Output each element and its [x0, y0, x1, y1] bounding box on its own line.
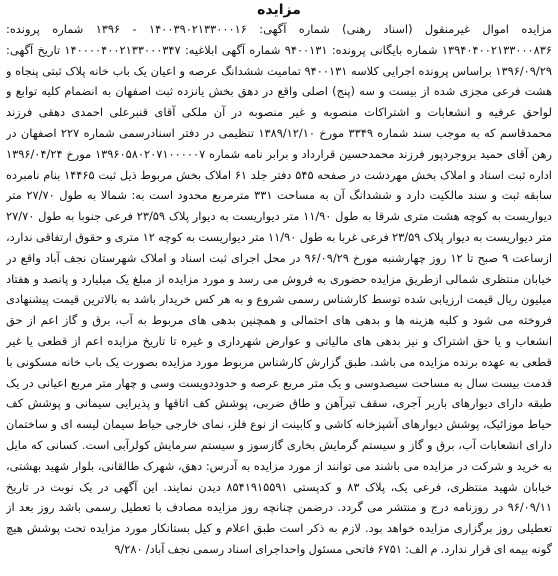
notice-body: مزایده اموال غیرمنقول (اسناد رهنی) شماره آگهی: ۱۴۰۰۳۹۰۲۱۳۳۰۰۰۱۶ - ۱۳۹۶ شماره پرونده: ۱۳۹۴۰۴۰۰۲۱۳۳۰۰۰۸۳۶ شماره بایگانی پرونده: ۹۴۰۰۱۳۱ شماره آگهی ابلاغیه: ۱۴۰۰۰۰۴۰۰۲۱۳۳۰۰۰۳۴۷ تاریخ آگهی: ۱۳۹۶/۰۹/۲۹ براساس پرونده اجرایی کلاسه ۹۴۰۰۱۳۱ تمامیت ششدانگ عرصه و اعیان یک باب خانه پلاک ثبتی پنجاه و هشت فرعی مجزی شده از بیست و سه (پنج) اصلی واقع در دهق بخش یانزده ثبت اصفهان به انضمام کلیه توابع و لواحق عرفیه و انشعابات و اشتراکات منصوبه و غیر منصوبه در آن ملکی آقای قنبرعلی احمدی دهقی فرزند محمدقاسم که به موجب سند شماره ۳۳۴۹ مورخ ۱۳۸۹/۱۲/۱۰ تنظیمی در دفتر اسنادرسمی شماره ۲۲۷ اصفهان در رهن آقای حمید بروجردپور فرزند محمدحسین قرارداد و برابر نامه شماره ۱۳۹۶۰۵۸۰۲۰۷۱۰۰۰۰۰۷ مورخ ۱۳۹۶/۰۴/۲۴ اداره ثبت اسناد و املاک بخش مهردشت در صفحه ۵۴۵ دفتر جلد ۶۱ املاک بخش مربوط ذیل ثبت ۱۴۴۶۵ بنام نامبرده سابقه ثبت و سند مالکیت دارد و ششدانگ آن به مساحت ۳۳۱ مترمربع محدود است به: شمالا به طول ۲۷/۷۰ متر دیواریست به کوچه هشت متری شرقا به طول ۱۱/۹۰ متر دیواریست به دیوار پلاک ۲۳/۵۹ فرعی جنوبا به طول ۲۷/۷۰ متر دیواریست به دیوار پلاک ۲۳/۵۹ فرعی غربا به طول ۱۱/۹۰ متر دیواریست به کوچه ۱۲ متری و حقوق ارتفاقی ندارد، ازساعت ۹ صبح تا ۱۲ روز چهارشنبه مورخ ۹۶/۰۹/۲۹ در محل اجرای ثبت اسناد و املاک شهرستان نجف آباد واقع در خیابان منتظری شمالی ازطریق مزایده حضوری به فروش می رسد و مورد مزایده از مبلغ یک میلیارد و پانصد و هفتاد میلیون ریال قیمت ارزیابی شده توسط کارشناس رسمی شروع و به هر کس خریدار باشد به بالاترین قیمت پیشنهادی فروخته می شود و کلیه هزینه ها و بدهی های احتمالی و همچنین بدهی های مربوط به آب، برق و گاز اعم از حق انشعاب و یا حق اشتراک و نیز بدهی های مالیاتی و عوارض شهرداری و غیره تا تاریخ مزایده اعم از قطعی یا غیر قطعی به عهده برنده مزایده می باشد. طبق گزارش کارشناس مربوط مورد مزایده بصورت یک باب خانه مسکونی با قدمت بیست سال به مساحت سیصدوسی و یک متر مربع عرصه و حدوددویست وسی و چهار متر مربع اعیانی در یک طبقه دارای دیوارهای باربر آجری، سقف تیرآهن و طاق ضربی، پوشش کف اتاقها و پذیرایی سیمانی و پوشش کف حیاط موزائیک، پوشش دیوارهای آشپزخانه کاشی و کابینت از نوع فلز، نمای خارجی حیاط سیمان لیسه ای و ساختمان دارای انشعابات آب، برق و گاز و سیستم گرمایش بخاری گازسوز و سیستم سرمایش کولرآبی است. کسانی که مایل به خرید و شرکت در مزایده می باشند می توانند از مورد مزایده به آدرس: دهق، شهرک طالقانی، بلوار شهید بهشتی، خیابان شهید منتظری، فرعی یک، پلاک ۸۳ و کدپستی ۸۵۴۱۹۱۵۵۹۱ دیدن نمایند. این آگهی در یک نوبت در تاریخ ۹۶/۰۹/۱۱ در روزنامه درج و منتشر می گردد. درضمن چنانچه روز مزایده مصادف با تعطیل رسمی باشد روز بعد از تعطیلی روز برگزاری مزایده خواهد بود. لازم به ذکر است طبق اعلام و کیل بستانکار مورد مزایده تحت پوشش هیچ گونه بیمه ای قرار ندارد. م الف: ۶۷۵۱ فاتحی مسئول واحداجرای اسناد رسمی نجف آباد/ ۹/۲۸۰ [6, 22, 552, 556]
notice-title: مزایده [257, 2, 301, 18]
auction-notice [6, 0, 552, 576]
